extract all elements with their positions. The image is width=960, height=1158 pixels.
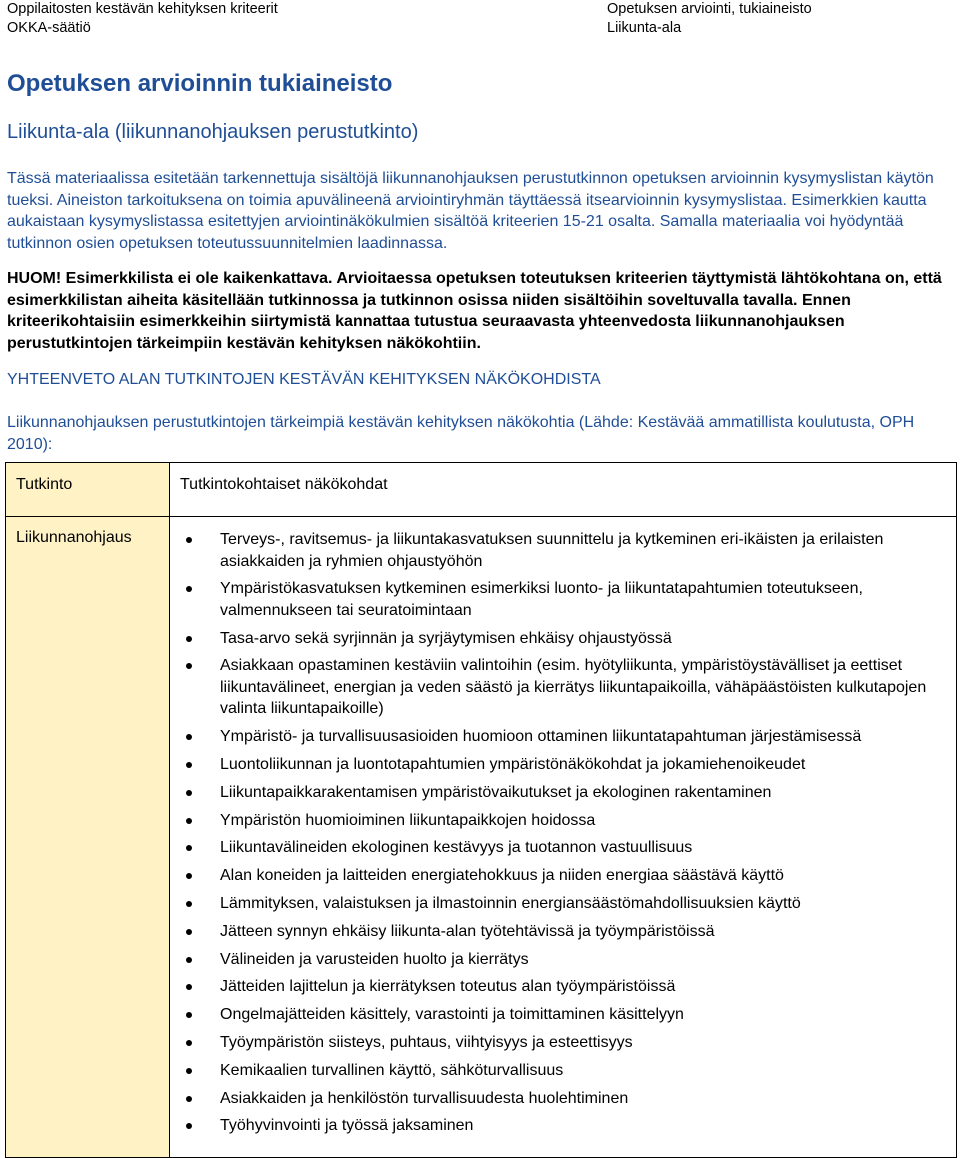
bullet-icon xyxy=(186,734,192,740)
list-item-text: Työympäristön siisteys, puhtaus, viihtyisyys ja esteettisyys xyxy=(220,1033,633,1051)
list-item-text: Ympäristökasvatuksen kytkeminen esimerkiksi luonto- ja liikuntatapahtumien toteutukseen, valmennukseen tai seuratoimintaan xyxy=(220,580,863,619)
degree-cell xyxy=(6,517,170,1158)
aspect-list xyxy=(170,517,956,1148)
bullet-icon xyxy=(186,586,192,592)
column-header-aspects xyxy=(170,463,957,517)
column-header-degree-label: Tutkinto xyxy=(16,476,73,493)
list-item xyxy=(170,1032,936,1054)
list-item xyxy=(170,655,936,720)
table-header-row xyxy=(6,463,957,517)
bullet-icon xyxy=(186,957,192,963)
list-item-text: Liikuntavälineiden ekologinen kestävyys ja tuotannon vastuullisuus xyxy=(220,839,693,857)
summary-heading: YHTEENVETO ALAN TUTKINTOJEN KESTÄVÄN KEHITYKSEN NÄKÖKOHDISTA xyxy=(7,371,601,388)
list-item-text: Ongelmajätteiden käsittely, varastointi ja toimittaminen käsittelyyn xyxy=(220,1006,684,1024)
bullet-icon xyxy=(186,790,192,796)
list-item-text: Jätteiden lajittelun ja kierrätyksen toteutus alan työympäristöissä xyxy=(220,978,676,996)
list-item xyxy=(170,726,936,748)
bullet-icon xyxy=(186,636,192,642)
list-item xyxy=(170,810,936,832)
header-foundation: OKKA-säätiö xyxy=(7,20,91,36)
list-item xyxy=(170,1115,936,1137)
list-item-text: Kemikaalien turvallinen käyttö, sähköturvallisuus xyxy=(220,1061,564,1079)
bullet-icon xyxy=(186,1096,192,1102)
list-item-text: Terveys-, ravitsemus- ja liikuntakasvatuksen suunnittelu ja kytkeminen eri-ikäisten ja erilaisten asiakkaiden ja ryhmien ohjaustyöhön xyxy=(220,531,884,570)
header-right xyxy=(607,0,812,38)
column-header-degree xyxy=(6,463,170,517)
bullet-icon xyxy=(186,762,192,768)
list-item xyxy=(170,1060,936,1082)
list-item-text: Työhyvinvointi ja työssä jaksaminen xyxy=(220,1117,474,1135)
bullet-icon xyxy=(186,818,192,824)
note-paragraph: HUOM! Esimerkkilista ei ole kaikenkattava. Arvioitaessa opetuksen toteutuksen kriteerien täyttymistä lähtökohtana on, että esimerkkilistan aiheita käsitellään tutkinnossa ja tutkinnon osissa niiden sisältöihin soveltuvalla tavalla. Ennen kriteerikohtaisiin esimerkkeihin siirtymistä kannattaa tutustua seuraavasta yhteenvedosta liikunnanohjauksen perustutkintojen tärkeimpiin kestävän kehityksen näkökohtiin. xyxy=(7,270,942,352)
list-item xyxy=(170,628,936,650)
list-item-text: Luontoliikunnan ja luontotapahtumien ympäristönäkökohdat ja jokamiehenoikeudet xyxy=(220,755,806,773)
bullet-icon xyxy=(186,1012,192,1018)
bullet-icon xyxy=(186,1040,192,1046)
list-item-text: Asiakkaiden ja henkilöstön turvallisuudesta huolehtiminen xyxy=(220,1089,629,1107)
header-left xyxy=(7,0,278,38)
aspects-cell xyxy=(170,517,957,1158)
header-field: Liikunta-ala xyxy=(607,20,682,36)
list-item xyxy=(170,865,936,887)
column-header-aspects-label: Tutkintokohtaiset näkökohdat xyxy=(180,476,388,493)
list-item-text: Jätteen synnyn ehkäisy liikunta-alan työtehtävissä ja työympäristöissä xyxy=(220,922,715,940)
list-item-text: Lämmityksen, valaistuksen ja ilmastoinnin energiansäästömahdollisuuksien käyttö xyxy=(220,894,801,912)
list-item xyxy=(170,949,936,971)
bullet-icon xyxy=(186,901,192,907)
page-subtitle: Liikunta-ala (liikunnanohjauksen perustutkinto) xyxy=(7,121,419,143)
header-document-type: Opetuksen arviointi, tukiaineisto xyxy=(607,1,812,17)
bullet-icon xyxy=(186,984,192,990)
list-item xyxy=(170,578,936,621)
page-title: Opetuksen arvioinnin tukiaineisto xyxy=(7,70,393,97)
list-item xyxy=(170,1004,936,1026)
intro-paragraph: Tässä materiaalissa esitetään tarkennettuja sisältöjä liikunnanohjauksen perustutkinnon opetuksen arvioinnin kysymyslistan käytön tueksi. Aineiston tarkoituksena on toimia apuvälineenä arviointiryhmän täyttäessä itsearvioinnin kysymyslistaa. Esimerkkien kautta aukaistaan kysymyslistassa esitettyjen arviointinäkökulmien sisältöä kriteerien 15-21 osalta. Samalla materiaalia voi hyödyntää tutkinnon osien opetuksen toteutussuunnitelmien laadinnassa. xyxy=(7,170,934,252)
list-item xyxy=(170,921,936,943)
list-item-text: Ympäristö- ja turvallisuusasioiden huomioon ottaminen liikuntatapahtuman järjestämisessä xyxy=(220,728,862,746)
list-item-text: Välineiden ja varusteiden huolto ja kierrätys xyxy=(220,950,529,968)
list-item-text: Tasa-arvo sekä syrjinnän ja syrjäytymisen ehkäisy ohjaustyössä xyxy=(220,629,672,647)
list-item-text: Asiakkaan opastaminen kestäviin valintoihin (esim. hyötyliikunta, ympäristöystävälliset ja eettiset liikuntavälineet, energian ja veden säästö ja kierrätys liikuntapaikoilla, vähäpäästöisten kulkutapojen valinta liikuntapaikoille) xyxy=(220,657,927,718)
criteria-table xyxy=(5,462,957,1158)
bullet-icon xyxy=(186,1123,192,1129)
bullet-icon xyxy=(186,663,192,669)
list-item xyxy=(170,893,936,915)
table-row xyxy=(6,517,957,1158)
list-item xyxy=(170,1088,936,1110)
list-item xyxy=(170,754,936,776)
degree-name: Liikunnanohjaus xyxy=(16,529,132,546)
bullet-icon xyxy=(186,845,192,851)
list-item xyxy=(170,837,936,859)
list-item-text: Alan koneiden ja laitteiden energiatehokkuus ja niiden energiaa säästävä käyttö xyxy=(220,867,784,885)
bullet-icon xyxy=(186,1068,192,1074)
source-paragraph: Liikunnanohjauksen perustutkintojen tärkeimpiä kestävän kehityksen näkökohtia (Lähde: Kestävää ammatillista koulutusta, OPH 2010): xyxy=(7,414,915,453)
list-item xyxy=(170,976,936,998)
bullet-icon xyxy=(186,537,192,543)
list-item xyxy=(170,782,936,804)
header-institution-criteria: Oppilaitosten kestävän kehityksen kriteerit xyxy=(7,1,278,17)
list-item-text: Liikuntapaikkarakentamisen ympäristövaikutukset ja ekologinen rakentaminen xyxy=(220,783,772,801)
list-item xyxy=(170,529,936,572)
bullet-icon xyxy=(186,929,192,935)
list-item-text: Ympäristön huomioiminen liikuntapaikkojen hoidossa xyxy=(220,811,596,829)
bullet-icon xyxy=(186,873,192,879)
